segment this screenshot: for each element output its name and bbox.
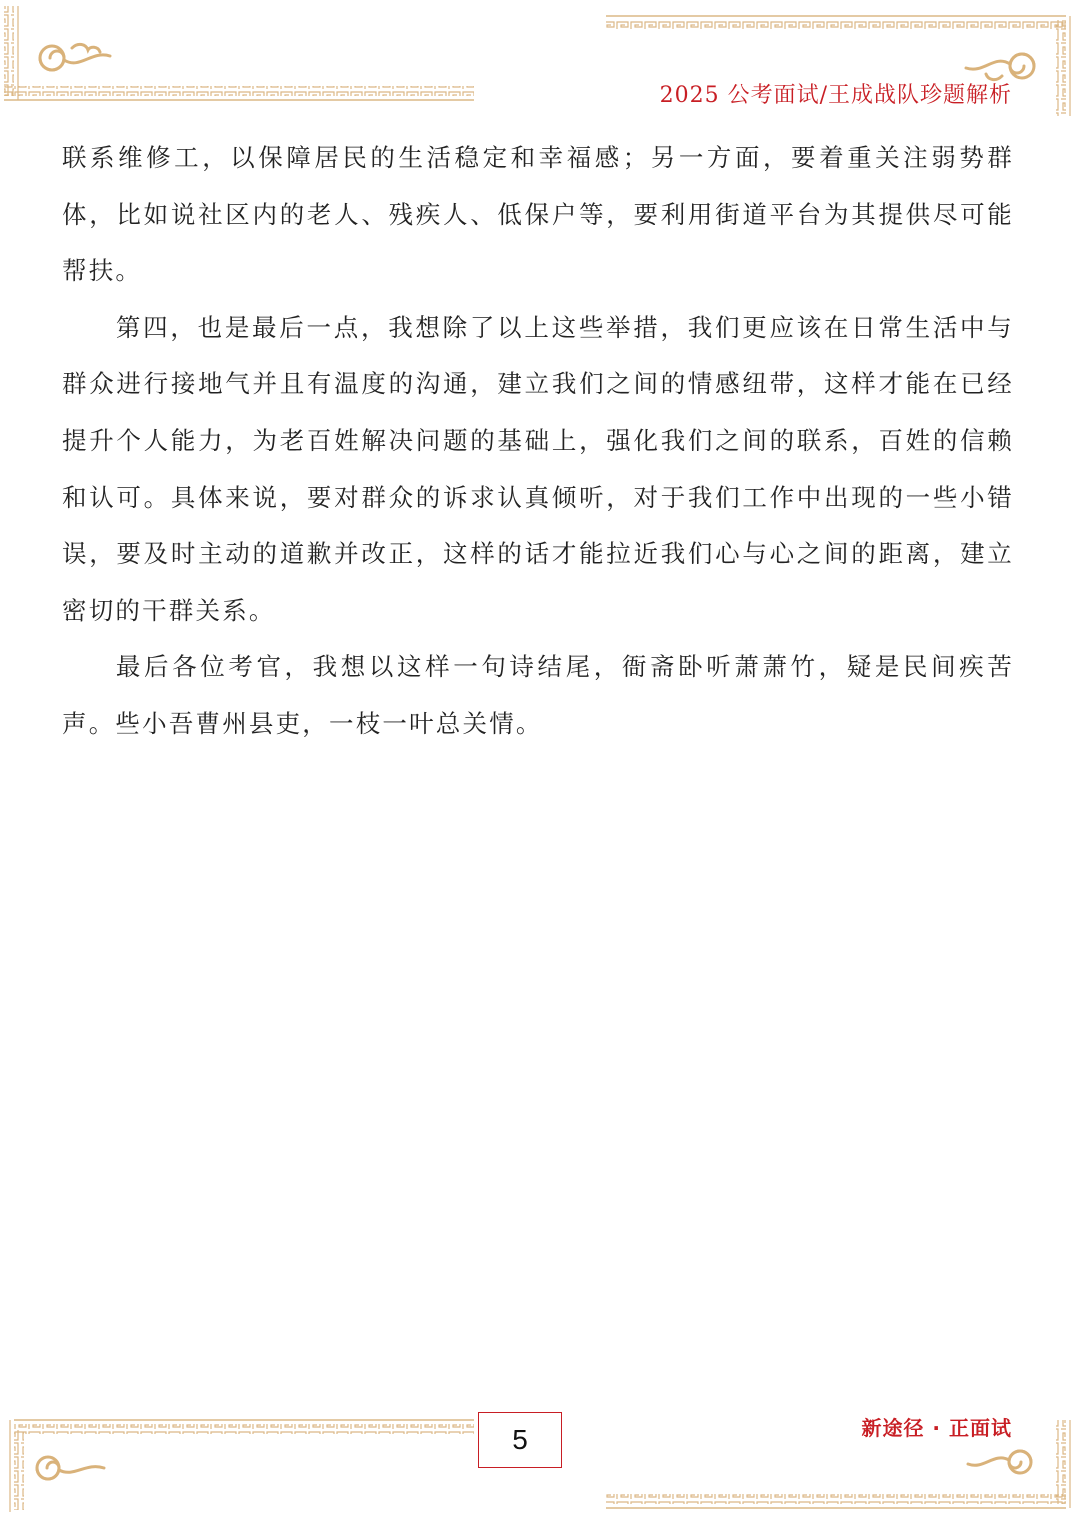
paragraph: 联系维修工，以保障居民的生活稳定和幸福感；另一方面，要着重关注弱势群体，比如说社区内的老人、残疾人、低保户等，要利用街道平台为其提供尽可能帮扶。	[62, 143, 1014, 286]
page-number: 5	[478, 1412, 562, 1468]
paragraph: 最后各位考官，我想以这样一句诗结尾，衙斋卧听萧萧竹，疑是民间疾苦声。些小吾曹州县吏，一枝一叶总关情。	[62, 652, 1014, 738]
paragraph: 第四，也是最后一点，我想除了以上这些举措，我们更应该在日常生活中与群众进行接地气并且有温度的沟通，建立我们之间的情感纽带，这样才能在已经提升个人能力，为老百姓解决问题的基础上，强化我们之间的联系，百姓的信赖和认可。具体来说，要对群众的诉求认真倾听，对于我们工作中出现的一些小错误，要及时主动的道歉并改正，这样的话才能拉近我们心与心之间的距离，建立密切的干群关系。	[62, 312, 1014, 625]
top-left-frame	[4, 6, 474, 100]
body-text	[62, 130, 1014, 753]
footer-slogan: 新途径 · 正面试	[861, 1416, 1012, 1440]
cloud-scroll-ornament-icon	[966, 54, 1034, 80]
cloud-scroll-ornament-icon	[37, 1457, 104, 1479]
header-title: 2025 公考面试/王成战队珍题解析	[659, 83, 1012, 108]
cloud-scroll-ornament-icon	[40, 44, 110, 70]
bottom-left-frame	[10, 1420, 474, 1512]
cloud-scroll-ornament-icon	[968, 1451, 1031, 1473]
